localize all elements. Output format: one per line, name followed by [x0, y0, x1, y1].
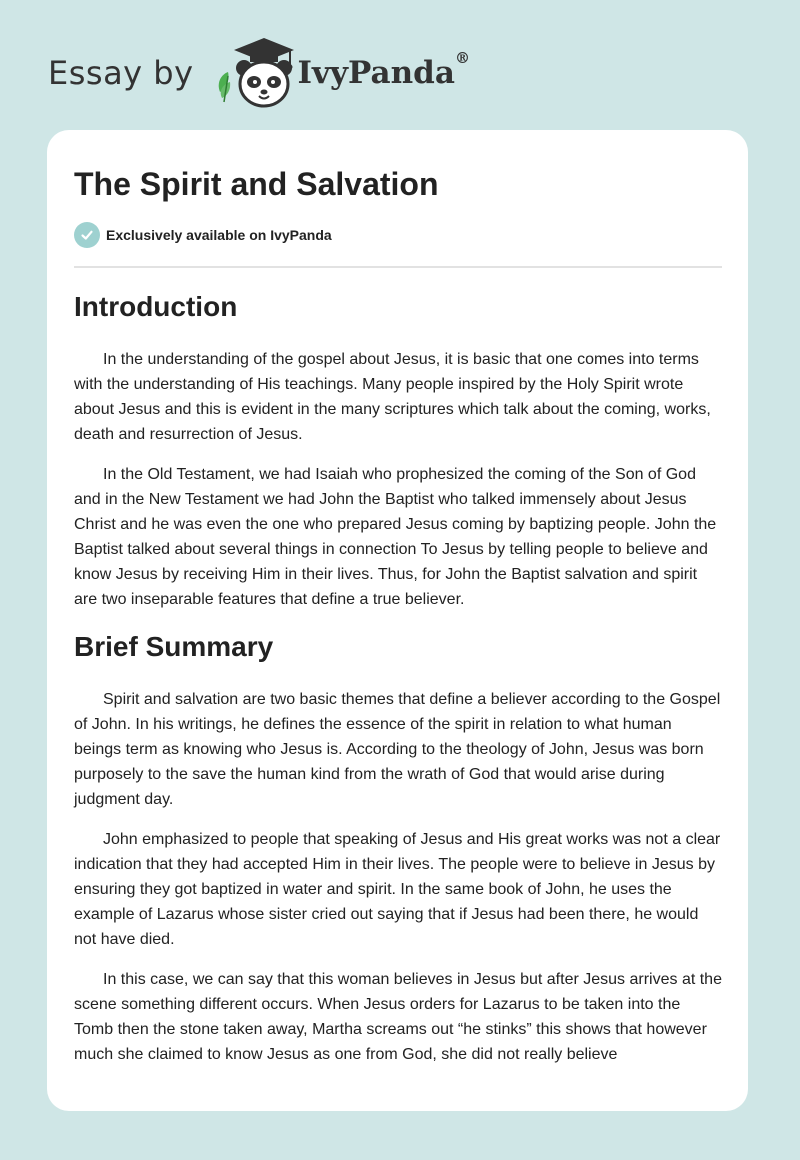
paragraph: In the Old Testament, we had Isaiah who prophesized the coming of the Son of God and in the New Testament we had John the Baptist who talked immensely about Jesus Christ and he was even the one who prepared Jesus coming by baptizing people. John the Baptist talked about several things in connection To Jesus by telling people to believe and know Jesus by receiving Him in their lives. Thus, for John the Baptist salvation and spirit are two inseparable features that define a true believer. [74, 466, 717, 608]
check-icon [74, 222, 100, 248]
registered-mark: ® [454, 49, 470, 67]
essay-card [47, 130, 748, 1111]
exclusive-badge [74, 221, 722, 249]
paragraph: John emphasized to people that speaking of Jesus and His great works was not a clear indication that they had accepted Him in their lives. The people were to believe in Jesus by ensuring they got baptized in water and spirit. In the same book of John, he uses the example of Lazarus whose sister cried out saying that if Jesus had been there, he would not have died. [74, 831, 721, 948]
brand-prefix: Essay by [48, 54, 194, 92]
essay-title: The Spirit and Salvation [74, 166, 439, 202]
badge-label: Exclusively available on IvyPanda [106, 227, 332, 243]
divider [74, 266, 722, 268]
paragraph: In the understanding of the gospel about Jesus, it is basic that one comes into terms with the understanding of His teachings. Many people inspired by the Holy Spirit wrote about Jesus and this is evident in the many scriptures which talk about the coming, works, death and resurrection of Jesus. [74, 351, 711, 443]
section-heading-introduction: Introduction [74, 291, 238, 322]
paragraph: Spirit and salvation are two basic themes that define a believer according to the Gospel of John. In his writings, he defines the essence of the spirit in relation to what human beings term as knowing who Jesus is. According to the theology of John, Jesus was born purposely to the save the human kind from the wrath of God that would arise during judgment day. [74, 691, 721, 808]
brand-header [48, 36, 470, 110]
brand-name: IvyPanda® [297, 49, 470, 91]
paragraph: In this case, we can say that this woman believes in Jesus but after Jesus arrives at the scene something different occurs. When Jesus orders for Lazarus to be taken into the Tomb then the stone taken away, Martha screams out “he stinks” this shows that however much she claimed to know Jesus as one from God, she did not really believe [74, 971, 722, 1063]
panda-logo-icon [206, 36, 302, 110]
section-heading-brief-summary: Brief Summary [74, 631, 274, 662]
